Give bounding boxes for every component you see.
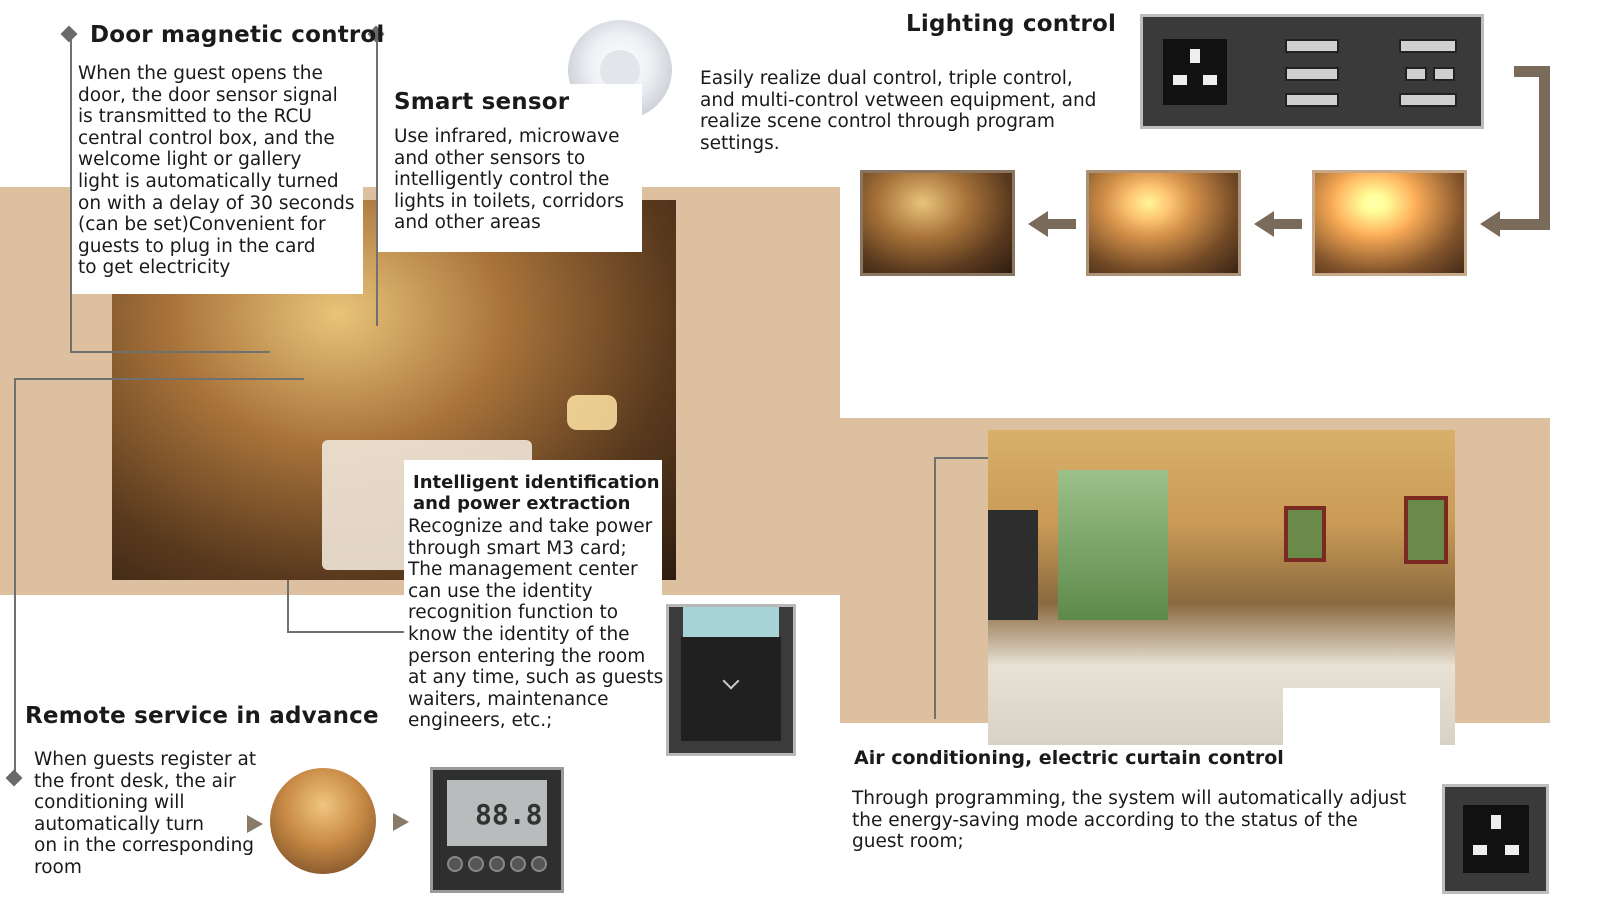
connector-line [287,580,289,632]
socket-icon [1463,805,1529,873]
connector-line [934,457,936,719]
identification-text: Recognize and take power through smart M3 card; The management center can use the identity recognition function to know the identity of the person entering the room at any time, such as guests waiters, maintenance engineers, etc.; [408,516,664,732]
inserted-card [683,607,779,637]
scene-thumbnail-dim [860,170,1015,276]
smart-sensor-card [378,84,642,252]
connector-line [287,631,407,633]
remote-service-title: Remote service in advance [25,703,379,729]
remote-service-text: When guests register at the front desk, the air conditioning will automatically turn on in the corresponding room [34,749,257,878]
switch-key [1285,67,1339,81]
identification-title: Intelligent identification and power extraction [413,472,660,514]
thermostat-button [510,856,526,872]
connector-line [14,378,16,778]
left-arrow-icon [1028,211,1048,237]
scene-thumbnail-medium [1086,170,1241,276]
socket-icon [1163,39,1227,105]
door-control-title: Door magnetic control [90,22,385,48]
door-control-text: When the guest opens the door, the door sensor signal is transmitted to the RCU central control box, and the welcome light or gallery light is automatically turned on with a delay of 30 seconds (can be set)Convenient for guests to plug in the card to get electricity [78,63,355,279]
switch-key [1285,93,1339,107]
socket-pin [1473,845,1487,855]
thermostat-screen [447,780,547,846]
lighting-control-text: Easily realize dual control, triple control, and multi-control vetween equipment, and realize scene control through program settings. [700,68,1097,154]
front-desk-photo [270,768,376,874]
switch-key [1399,39,1457,53]
thermostat-button [447,856,463,872]
photo-cutout [1283,688,1440,748]
switch-key [1285,39,1339,53]
scene-thumbnail-bright [1312,170,1467,276]
thermostat-button [531,856,547,872]
switch-key [1405,67,1427,81]
socket-pin [1203,75,1217,85]
socket-pin [1173,75,1187,85]
bracket-line [1539,66,1550,230]
switch-key [1399,93,1457,107]
socket-panel [1442,784,1549,894]
smart-sensor-title: Smart sensor [394,89,570,115]
lighting-control-title: Lighting control [906,11,1117,37]
scene-arrow-shaft [1046,219,1076,229]
scene-arrow-shaft [1272,219,1302,229]
right-arrow-icon [247,815,263,833]
bracket-line [1498,219,1550,230]
painting [1404,496,1448,564]
thermostat-panel [430,767,564,893]
diamond-marker-icon [61,26,78,43]
aircon-title: Air conditioning, electric curtain control [854,747,1284,769]
connector-line [14,378,304,380]
aircon-text: Through programming, the system will automatically adjust the energy-saving mode according to the status of the guest room; [852,788,1407,853]
window-view [1058,470,1168,620]
door-control-card [72,58,363,294]
left-arrow-icon [1254,211,1274,237]
thermostat-button [468,856,484,872]
right-arrow-icon [393,813,409,831]
socket-pin [1505,845,1519,855]
tv-screen [988,510,1038,620]
lamp-glow [567,395,617,430]
diamond-marker-icon [6,770,23,787]
socket-pin [1190,49,1200,63]
lighting-switch-panel [1140,14,1484,129]
smart-sensor-text: Use infrared, microwave and other sensors to intelligently control the lights in toilets, corridors and other areas [394,126,624,234]
thermostat-button [489,856,505,872]
thermostat-display: 88.8 [475,798,543,831]
connector-line [70,351,270,353]
card-power-switch [666,604,796,756]
switch-key [1433,67,1455,81]
left-arrow-icon [1480,211,1500,237]
painting [1284,506,1326,562]
identification-card [404,460,662,732]
socket-pin [1491,815,1501,829]
